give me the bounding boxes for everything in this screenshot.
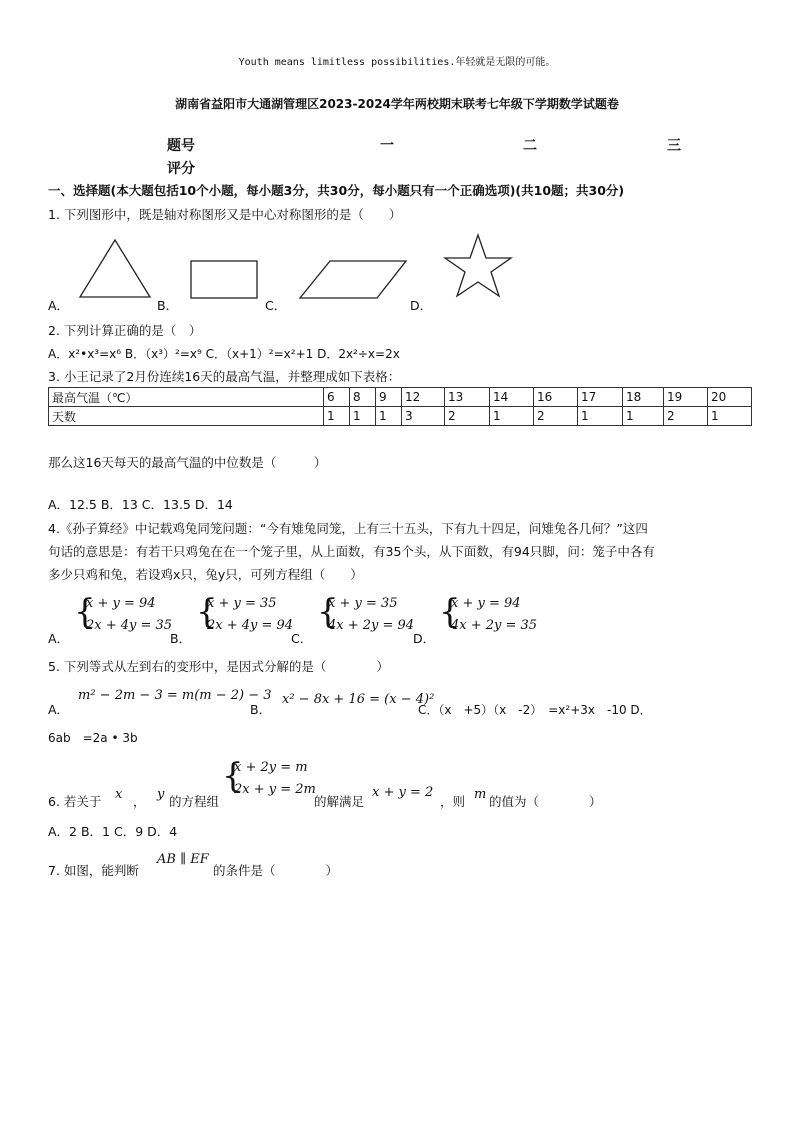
table-cell: 1 xyxy=(490,407,534,426)
table-cell: 2 xyxy=(664,407,708,426)
q1-stem: 1. 下列图形中，既是轴对称图形又是中心对称图形的是（ ） xyxy=(48,207,402,222)
q6-prefix: 6. 若关于 xyxy=(48,794,102,809)
q4-stem-line: 多少只鸡和兔，若设鸡x只，兔y只，可列方程组（ ） xyxy=(48,567,363,582)
q5-expression-b: x² − 8x + 16 = (x − 4)² xyxy=(282,692,435,707)
table-cell: 14 xyxy=(490,388,534,407)
q4-option-label: B． xyxy=(170,631,192,646)
brace-icon: { xyxy=(74,592,96,632)
q7-suffix: 的条件是（ ） xyxy=(213,863,339,878)
table-cell: 16 xyxy=(534,388,578,407)
brace-icon: { xyxy=(196,592,218,632)
score-col-3: 三 xyxy=(667,138,681,154)
q2-options: A．x²•x³=x⁶ B．（x³）²=x⁹ C．（x+1）²=x²+1 D．2x²÷x=2x xyxy=(48,347,400,361)
table-cell: 1 xyxy=(708,407,752,426)
q6-var-y: y xyxy=(157,787,165,802)
q5-option-d: 6ab =2a • 3b xyxy=(48,731,138,745)
temperature-table xyxy=(48,387,752,426)
q1-option-a: A． xyxy=(48,298,70,313)
q4-option-label: A． xyxy=(48,631,70,646)
q6-text: 的解满足 xyxy=(314,794,365,809)
table-cell: 20 xyxy=(708,388,752,407)
parallelogram-shape xyxy=(300,261,406,298)
q4-option-label: C． xyxy=(291,631,313,646)
table-cell: 1 xyxy=(350,407,376,426)
brace-icon: { xyxy=(222,756,244,796)
q1-option-d: D． xyxy=(410,298,433,313)
table-cell: 1 xyxy=(578,407,623,426)
table-cell: 19 xyxy=(664,388,708,407)
q5-option-c: C．（x +5）（x -2） =x²+3x -10 D． xyxy=(418,703,652,717)
q3-options: A．12.5 B．13 C．13.5 D．14 xyxy=(48,497,233,512)
table-cell: 9 xyxy=(376,388,402,407)
table-cell: 1 xyxy=(623,407,664,426)
q5-expression-a: m² − 2m − 3 = m(m − 2) − 3 xyxy=(78,688,272,703)
q6-comma: ， xyxy=(133,794,146,809)
q6-var-m: m xyxy=(474,787,487,802)
score-row-label: 评分 xyxy=(167,161,195,177)
q5-option-label: B． xyxy=(250,702,272,717)
table-cell: 2 xyxy=(445,407,490,426)
q1-shapes xyxy=(0,230,794,310)
score-col-label: 题号 xyxy=(167,138,195,154)
table-cell: 2 xyxy=(534,407,578,426)
q5-stem: 5. 下列等式从左到右的变形中，是因式分解的是（ ） xyxy=(48,659,389,674)
q4-stem-line: 句话的意思是：有若干只鸡兔在在一个笼子里，从上面数，有35个头，从下面数，有94只脚，问：笼子中各有 xyxy=(48,544,655,559)
table-row xyxy=(49,407,752,426)
q3-stem: 3. 小王记录了2月份连续16天的最高气温，并整理成如下表格： xyxy=(48,369,401,384)
q6-condition: x + y = 2 xyxy=(372,785,434,800)
table-cell: 13 xyxy=(445,388,490,407)
q3-question: 那么这16天每天的最高气温的中位数是（ ） xyxy=(48,455,327,470)
equation-system: x + y = 94 2x + 4y = 35 xyxy=(86,596,173,633)
q4-option-label: D． xyxy=(413,631,436,646)
table-cell: 3 xyxy=(402,407,445,426)
table-cell: 6 xyxy=(324,388,350,407)
equation-system: x + y = 35 4x + 2y = 94 xyxy=(328,596,415,633)
triangle-shape xyxy=(80,240,150,297)
rectangle-shape xyxy=(191,261,257,298)
score-col-2: 二 xyxy=(523,138,537,154)
q6-options: A．2 B．1 C．9 D．4 xyxy=(48,824,178,839)
equation-system: x + 2y = m 2x + y = 2m xyxy=(234,760,316,797)
q1-option-b: B． xyxy=(157,298,179,313)
equation-system: x + y = 35 2x + 4y = 94 xyxy=(207,596,294,633)
table-cell: 12 xyxy=(402,388,445,407)
table-cell: 1 xyxy=(324,407,350,426)
q7-prefix: 7. 如图，能判断 xyxy=(48,863,139,878)
q5-option-label: A． xyxy=(48,702,70,717)
table-cell: 最高气温（℃） xyxy=(49,388,324,407)
brace-icon: { xyxy=(439,592,461,632)
page-title: 湖南省益阳市大通湖管理区2023-2024学年两校期末联考七年级下学期数学试题卷 xyxy=(175,97,619,111)
table-cell: 1 xyxy=(376,407,402,426)
star-shape xyxy=(445,235,511,296)
table-cell: 8 xyxy=(350,388,376,407)
q4-stem-line: 4.《孙子算经》中记载鸡兔同笼问题：“今有雉兔同笼，上有三十五头，下有九十四足，问雉兔各几何？”这四 xyxy=(48,521,648,536)
q2-stem: 2. 下列计算正确的是（ ） xyxy=(48,323,202,338)
table-cell: 天数 xyxy=(49,407,324,426)
q1-option-c: C． xyxy=(265,298,287,313)
table-cell: 17 xyxy=(578,388,623,407)
q6-text: ，则 xyxy=(440,794,466,809)
q6-text: 的值为（ ） xyxy=(489,794,602,809)
brace-icon: { xyxy=(317,592,339,632)
equation-system: x + y = 94 4x + 2y = 35 xyxy=(451,596,538,633)
table-cell: 18 xyxy=(623,388,664,407)
q6-text: 的方程组 xyxy=(169,794,220,809)
score-col-1: 一 xyxy=(380,138,394,154)
section-heading: 一、选择题(本大题包括10个小题，每小题3分，共30分，每小题只有一个正确选项)(共10题；共30分) xyxy=(48,183,625,198)
motto: Youth means limitless possibilities.年轻就是无限的可能。 xyxy=(238,57,556,68)
q6-var-x: x xyxy=(115,787,123,802)
table-row xyxy=(49,388,752,407)
q7-expression: AB ∥ EF xyxy=(157,852,209,867)
